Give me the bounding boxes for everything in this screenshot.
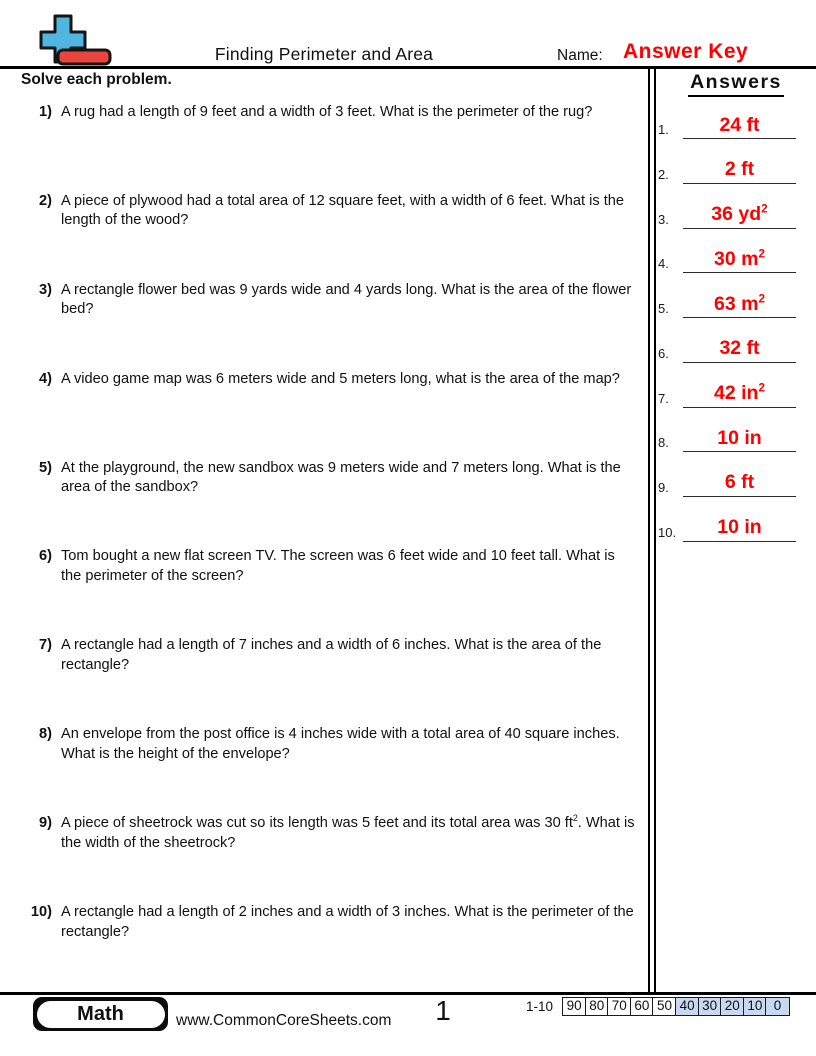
answer-number: 1. [658,122,669,138]
answer-blank-line [683,426,796,453]
answer-blank-line [683,160,796,184]
answer-item [658,184,796,229]
problem-number: 3) [39,281,52,298]
answers-divider-line [654,66,656,992]
answer-number: 9. [658,479,669,495]
answer-item [658,229,796,274]
answer-item [658,408,796,453]
problem-text: At the playground, the new sandbox was 9 meters wide and 7 meters long. What is the area of the sandbox? [61,459,621,496]
answer-blank-line [683,518,796,542]
answer-value: 10 in [717,426,762,449]
problem-item [0,544,650,633]
score-cell: 90 [562,997,586,1016]
answers-list [658,95,796,542]
answer-value: 30 $m^2$ [714,247,765,270]
problem-number: 8) [39,726,52,743]
name-value-answer-key: Answer Key [623,40,749,63]
answer-blank-line [683,473,796,497]
problem-item [0,633,650,722]
answer-item [658,363,796,408]
problem-item [0,722,650,811]
answer-blank-line [683,339,796,363]
answer-number: 2. [658,166,669,182]
problem-number: 2) [39,192,52,209]
score-cell: 50 [652,997,676,1016]
answer-value: 10 in [717,516,762,539]
problem-item [0,811,650,900]
answer-value: 6 ft [724,471,755,494]
score-strip [526,997,790,1016]
answer-blank-line [683,381,796,408]
answer-item [658,318,796,363]
answer-value: 63 $m^2$ [714,292,765,315]
answer-item [658,139,796,184]
subject-badge [33,997,168,1031]
score-cell: 40 [675,997,699,1016]
score-cell: 70 [607,997,631,1016]
answer-value: 2 ft [724,158,755,181]
problem-text: A video game map was 6 meters wide and 5 meters long, what is the area of the map? [61,370,620,387]
problem-number: 4) [39,370,52,387]
problem-number: 6) [39,548,52,565]
problem-text: Tom bought a new flat screen TV. The screen was 6 feet wide and 10 feet tall. What is the perimeter of the screen? [61,548,615,584]
problem-text: A rug had a length of 9 feet and a width of 3 feet. What is the perimeter of the rug? [61,104,593,120]
answers-divider-line [648,66,650,992]
worksheet-title: Finding Perimeter and Area [214,44,434,64]
answers-heading-text: Answers [688,71,784,97]
problem-item [0,456,650,545]
problem-text: An envelope from the post office is 4 inches wide with a total area of 40 square inches. What is the height of the envelope? [61,726,620,762]
answer-blank-line [683,113,796,140]
header-divider [0,66,816,69]
problem-number: 7) [39,637,52,654]
answer-value: 24 ft [719,113,760,136]
problems-list [0,100,650,989]
problem-item [0,367,650,456]
score-cell: 30 [698,997,722,1016]
score-cell: 0 [765,997,789,1016]
answer-number: 5. [658,301,669,317]
problem-number: 9) [39,815,52,832]
instruction-text: Solve each problem. [21,71,172,88]
subject-badge-label: Math [37,1001,165,1028]
problem-text: A rectangle had a length of 2 inches and a width of 3 inches. What is the perimeter of the rectangle? [61,904,634,940]
answer-value: 36 $yd^2$ [711,202,768,226]
answer-value: 42 $in^2$ [714,381,765,405]
problem-number: 10) [30,904,52,921]
page-number: 1 [435,995,451,1026]
answer-blank-line [683,247,796,274]
score-cell: 60 [630,997,654,1016]
answer-item [658,452,796,497]
problem-number: 5) [39,459,52,476]
answer-number: 8. [658,435,669,451]
name-label: Name: [557,47,603,64]
score-cells [562,997,790,1016]
answer-number: 10. [658,524,677,540]
answer-item [658,497,796,542]
problem-item [0,189,650,278]
answer-blank-line [683,292,796,319]
problem-text: A rectangle flower bed was 9 yards wide and 4 yards long. What is the area of the flower bed? [61,281,632,318]
problem-item [0,900,650,989]
answer-item [658,95,796,140]
score-cell: 20 [720,997,744,1016]
answer-number: 3. [658,211,669,227]
problem-number: 1) [39,104,52,120]
answer-blank-line [683,202,796,229]
problem-text: A piece of plywood had a total area of 12 square feet, with a width of 6 feet. What is the length of the wood? [61,192,625,229]
score-cell: 80 [585,997,609,1016]
website-url: www.CommonCoreSheets.com [176,1012,392,1029]
problem-text: A rectangle had a length of 7 inches and a width of 6 inches. What is the area of the rectangle? [61,637,602,673]
answer-value: 32 ft [719,337,760,360]
problem-text: A piece of sheetrock was cut so its length was 5 feet and its total area was 30 $ft^2$. What is the width of the sheetrock? [61,813,635,851]
score-range-label: 1-10 [526,999,554,1014]
answer-number: 4. [658,256,669,272]
problem-item [0,100,650,189]
answer-number: 7. [658,390,669,406]
score-cell: 10 [743,997,767,1016]
problem-item [0,278,650,367]
answers-heading [660,71,812,97]
answer-item [658,273,796,318]
answer-number: 6. [658,345,669,361]
